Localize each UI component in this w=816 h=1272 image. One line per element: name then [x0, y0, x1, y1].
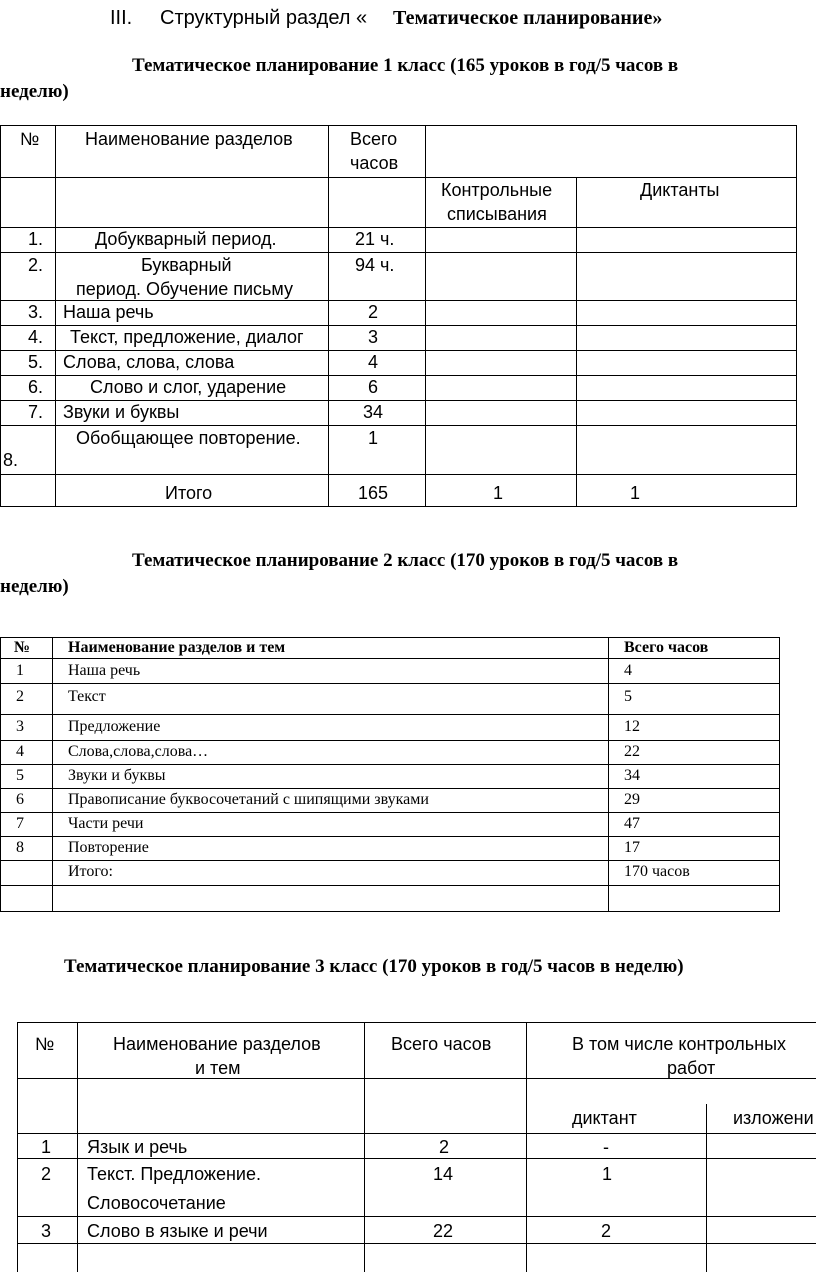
table-row-name: Обобщающее повторение.: [76, 428, 301, 448]
plan1-total-hours: 165: [358, 483, 389, 503]
table-row-hours: 47: [624, 815, 640, 832]
table-row-name: Текст. Предложение.: [87, 1164, 261, 1184]
plan2-heading-line1: Тематическое планирование 2 класс (170 уроков в год/5 часов в: [132, 550, 679, 571]
table-row-name: Добукварный период.: [95, 229, 277, 249]
table-row-num: 1: [41, 1137, 52, 1157]
table-row-name: Правописание буквосочетаний с шипящими звуками: [68, 791, 429, 808]
plan1-header-hours-2: часов: [350, 153, 399, 173]
plan1-heading-line2: неделю): [0, 81, 69, 102]
table-row-hours: 2: [439, 1137, 450, 1157]
table-row-hours: 3: [368, 327, 379, 347]
table-row-num: 2: [41, 1164, 52, 1184]
table-row-hours: 21 ч.: [355, 229, 395, 249]
plan3-header-incl-2: работ: [667, 1058, 716, 1078]
table-row-num: 3: [16, 718, 24, 735]
plan3-header-hours: Всего часов: [391, 1034, 492, 1054]
table-row-name: Части речи: [68, 815, 144, 832]
plan3-header-incl-1: В том числе контрольных: [572, 1034, 787, 1054]
table-row-name: Предложение: [68, 718, 161, 735]
table-row-name: Слово и слог, ударение: [90, 377, 287, 397]
table-row-name: Повторение: [68, 839, 149, 856]
table-row-num: 8: [16, 839, 24, 856]
table-row-num: 8.: [3, 450, 19, 470]
table-row-num: 4.: [28, 327, 44, 347]
plan1-total-label: Итого: [165, 483, 213, 503]
table-row-name-cont: Словосочетание: [87, 1193, 226, 1213]
plan3-header-num: №: [35, 1034, 55, 1054]
section-number: III.: [110, 7, 133, 29]
table-row-hours: 12: [624, 718, 640, 735]
table-row-num: 6.: [28, 377, 44, 397]
table-row-hours: 34: [624, 767, 640, 784]
table-row-name: Текст: [68, 688, 106, 705]
table-row-hours: 22: [624, 743, 640, 760]
plan2-heading-line2: неделю): [0, 576, 69, 597]
table-row-name: Текст, предложение, диалог: [70, 327, 304, 347]
plan1-header-copy-2: списывания: [447, 204, 547, 224]
table-row-num: 5: [16, 767, 24, 784]
table-row-num: 6: [16, 791, 24, 808]
table-row-hours: 94 ч.: [355, 255, 395, 275]
table-row-num: 2.: [28, 255, 44, 275]
section-prefix: Структурный раздел «: [160, 7, 368, 29]
table-row-name: Слова, слова, слова: [63, 352, 235, 372]
table-row-num: 7.: [28, 402, 44, 422]
table-row-dict: -: [603, 1137, 609, 1157]
plan1-header-name: Наименование разделов: [85, 129, 293, 149]
table-row-hours: 17: [624, 839, 640, 856]
plan3-header-name-2: и тем: [195, 1058, 241, 1078]
table-row-num: 4: [16, 743, 24, 760]
table-row-hours: 34: [363, 402, 384, 422]
plan3-header-dict: диктант: [572, 1108, 637, 1128]
table-row-num: 3: [41, 1221, 52, 1241]
table-row-num: 1.: [28, 229, 44, 249]
table-row-num: 1: [16, 662, 24, 679]
table-row-num: 5.: [28, 352, 44, 372]
table-row-name: Наша речь: [63, 302, 154, 322]
table-row-name: Наша речь: [68, 662, 141, 679]
table-row-hours: 1: [368, 428, 379, 448]
table-row-hours: 22: [433, 1221, 454, 1241]
table-row-num: 2: [16, 688, 24, 705]
plan1-heading-line1: Тематическое планирование 1 класс (165 уроков в год/5 часов в: [132, 55, 679, 76]
plan2-header-name: Наименование разделов и тем: [68, 639, 286, 656]
table-row-name: Язык и речь: [87, 1137, 188, 1157]
plan1-header-num: №: [20, 129, 40, 149]
table-row-name-cont: период. Обучение письму: [76, 279, 294, 299]
plan2-header-hours: Всего часов: [624, 639, 709, 656]
table-row-num: 3.: [28, 302, 44, 322]
table-row-name: Звуки и буквы: [68, 767, 166, 784]
table-row-name: Слова,слова,слова…: [68, 743, 209, 760]
plan2-total-label: Итого:: [68, 863, 113, 880]
table-row-hours: 14: [433, 1164, 454, 1184]
table-row-hours: 5: [624, 688, 632, 705]
plan1-header-copy-1: Контрольные: [441, 180, 553, 200]
plan3-heading: Тематическое планирование 3 класс (170 уроков в год/5 часов в неделю): [64, 956, 684, 977]
table-row-hours: 4: [368, 352, 379, 372]
plan1-total-dict: 1: [630, 483, 641, 503]
table-row-name: Слово в языке и речи: [87, 1221, 268, 1241]
table-row-num: 7: [16, 815, 24, 832]
plan3-header-essay: изложени: [733, 1108, 814, 1128]
plan2-total-hours: 170 часов: [624, 863, 690, 880]
table-row-hours: 6: [368, 377, 379, 397]
plan1-header-hours-1: Всего: [350, 129, 398, 149]
plan1-header-dict: Диктанты: [640, 180, 720, 200]
table-row-hours: 2: [368, 302, 379, 322]
table-row-name: Букварный: [141, 255, 232, 275]
table-row-dict: 1: [602, 1164, 613, 1184]
section-title-bold: Тематическое планирование»: [393, 7, 663, 29]
table-row-hours: 29: [624, 791, 640, 808]
plan2-header-num: №: [14, 639, 31, 656]
table-row-name: Звуки и буквы: [63, 402, 180, 422]
plan1-total-copy: 1: [493, 483, 504, 503]
plan3-header-name-1: Наименование разделов: [113, 1034, 321, 1054]
table-row-dict: 2: [601, 1221, 612, 1241]
table-row-hours: 4: [624, 662, 632, 679]
